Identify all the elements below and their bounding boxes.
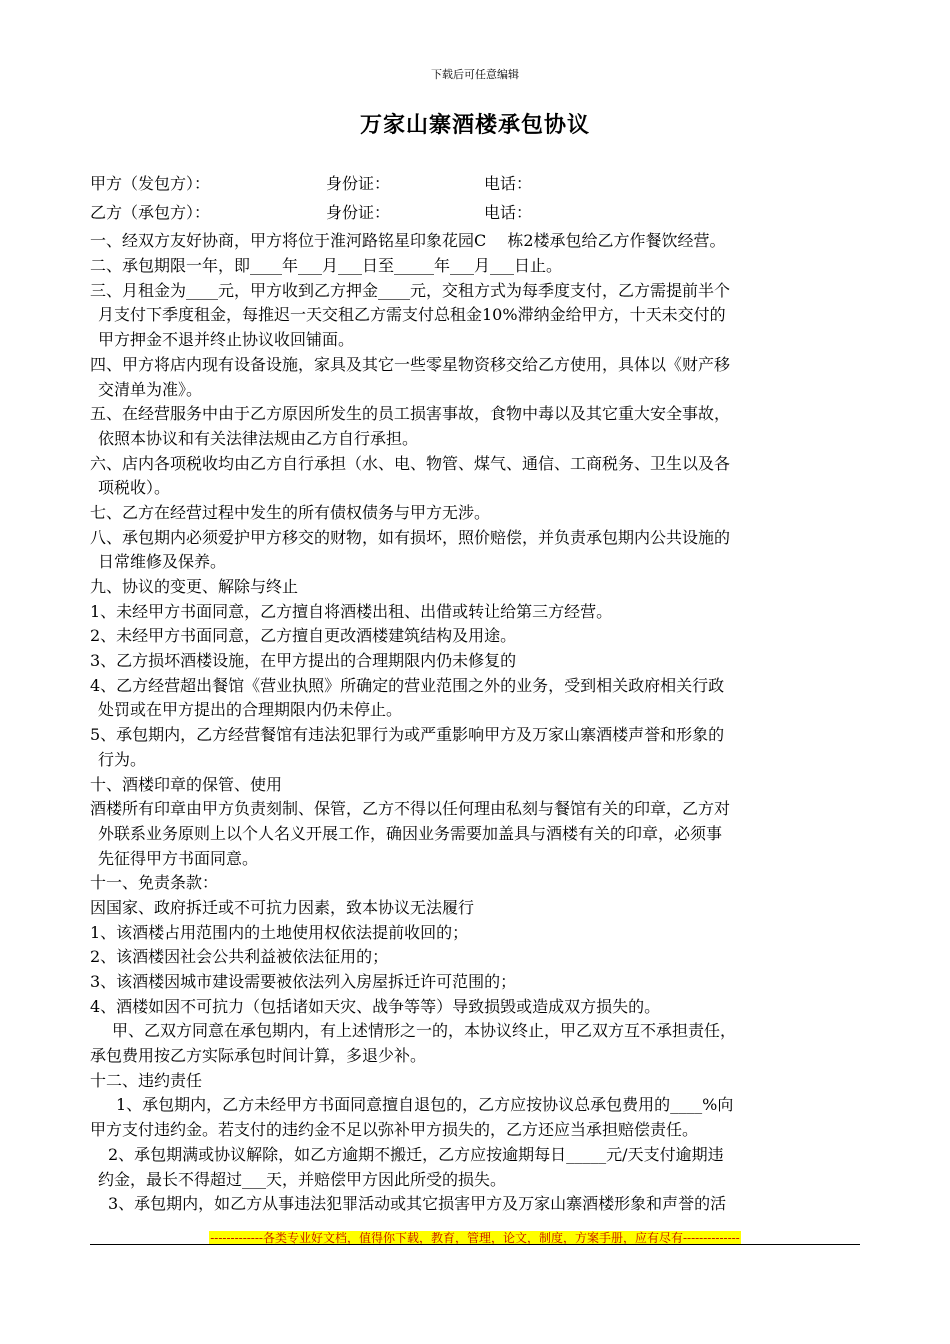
- clause-line: 四、甲方将店内现有设备设施，家具及其它一些零星物资移交给乙方使用，具体以《财产移: [90, 354, 731, 374]
- clause-line: 项税收）。: [98, 478, 171, 498]
- party-b-row: [90, 201, 532, 226]
- party-a-row: [90, 172, 532, 197]
- document-title: 万家山寨酒楼承包协议: [359, 112, 590, 138]
- clause-line: 因国家、政府拆迁或不可抗力因素，致本协议无法履行: [90, 897, 475, 917]
- clause-line: 三、月租金为____元，甲方收到乙方押金____元，交租方式为每季度支付，乙方需提前半个: [90, 280, 731, 300]
- clause-line: 甲方支付违约金。若支付的违约金不足以弥补甲方损失的，乙方还应当承担赔偿责任。: [90, 1120, 699, 1140]
- section-heading: 十一、免责条款：: [90, 873, 219, 893]
- clause-line: 七、乙方在经营过程中发生的所有债权债务与甲方无涉。: [90, 502, 491, 522]
- clause-line: 行为。: [98, 749, 147, 769]
- clause-line: 六、店内各项税收均由乙方自行承担（水、电、物管、煤气、通信、工商税务、卫生以及各: [90, 453, 731, 473]
- clause-line: 交清单为准》。: [98, 379, 203, 399]
- clause-line: 1、未经甲方书面同意，乙方擅自将酒楼出租、出借或转让给第三方经营。: [90, 601, 613, 621]
- clause-line: 4、酒楼如因不可抗力（包括诸如天灾、战争等等）导致损毁或造成双方损失的。: [90, 996, 661, 1016]
- clause-line: 5、承包期内，乙方经营餐馆有违法犯罪行为或严重影响甲方及万家山寨酒楼声誉和形象的: [90, 725, 725, 745]
- clause-line: 承包费用按乙方实际承包时间计算，多退少补。: [90, 1046, 427, 1066]
- clause-line: 3、乙方损坏酒楼设施，在甲方提出的合理期限内仍未修复的: [90, 651, 517, 671]
- clause-line: 约金，最长不得超过___天，并赔偿甲方因此所受的损失。: [98, 1169, 507, 1189]
- clause-line: 先征得甲方书面同意。: [98, 848, 259, 868]
- clause-line: 日常维修及保养。: [98, 552, 227, 572]
- clause-line: 外联系业务原则上以个人名义开展工作，确因业务需要加盖具与酒楼有关的印章，必须事: [98, 823, 723, 843]
- clause-line: 八、承包期内必须爱护甲方移交的财物，如有损坏，照价赔偿，并负责承包期内公共设施的: [90, 527, 731, 547]
- document-body: [90, 172, 860, 1217]
- clause-line: 月支付下季度租金，每推迟一天交租乙方需支付总租金10%滞纳金给甲方，十天未交付的: [98, 305, 726, 325]
- clause-line: 处罚或在甲方提出的合理期限内仍未停止。: [98, 700, 403, 720]
- clause-line: 甲、乙双方同意在承包期内，有上述情形之一的，本协议终止，甲乙双方互不承担责任，: [112, 1021, 737, 1041]
- party-b-role: 乙方（承包方）：: [90, 202, 211, 222]
- clause-line: 一、经双方友好协商，甲方将位于淮河路铭星印象花园C 栋2楼承包给乙方作餐饮经营。: [90, 231, 726, 251]
- clause-line: 依照本协议和有关法律法规由乙方自行承担。: [98, 428, 419, 448]
- header-note: 下载后可任意编辑: [431, 68, 519, 81]
- clause-line: 酒楼所有印章由甲方负责刻制、保管，乙方不得以任何理由私刻与餐馆有关的印章，乙方对: [90, 799, 731, 819]
- clause-line: 3、承包期内，如乙方从事违法犯罪活动或其它损害甲方及万家山寨酒楼形象和声誉的活: [108, 1194, 727, 1214]
- party-a-role: 甲方（发包方）：: [90, 174, 211, 193]
- clause-line: 甲方押金不退并终止协议收回铺面。: [98, 330, 355, 350]
- party-b-phone-label: 电话：: [484, 202, 533, 222]
- clause-line: 二、承包期限一年，即____年___月___日至_____年___月___日止。: [90, 256, 563, 276]
- section-heading: 十、酒楼印章的保管、使用: [90, 774, 283, 794]
- party-a-phone-label: 电话：: [484, 174, 533, 193]
- clause-line: 2、未经甲方书面同意，乙方擅自更改酒楼建筑结构及用途。: [90, 626, 517, 646]
- clause-line: 2、该酒楼因社会公共利益被依法征用的；: [90, 947, 389, 967]
- footer-banner-text: -------------各类专业好文档，值得你下载，教育，管理，论文，制度，方案手册，应有尽有--------------: [210, 1231, 740, 1245]
- party-b-id-label: 身份证：: [326, 202, 391, 222]
- clause-line: 五、在经营服务中由于乙方原因所发生的员工损害事故，食物中毒以及其它重大安全事故，: [90, 404, 731, 424]
- clause-line: 1、承包期内，乙方未经甲方书面同意擅自退包的，乙方应按协议总承包费用的____%向: [116, 1095, 734, 1115]
- party-a-id-label: 身份证：: [326, 174, 391, 193]
- section-heading: 九、协议的变更、解除与终止: [90, 577, 299, 596]
- clause-line: 3、该酒楼因城市建设需要被依法列入房屋拆迁许可范围的；: [90, 972, 517, 991]
- clause-line: 4、乙方经营超出餐馆《营业执照》所确定的营业范围之外的业务，受到相关政府相关行政: [90, 675, 725, 695]
- clause-line: 1、该酒楼占用范围内的土地使用权依法提前收回的；: [90, 922, 469, 942]
- footer-divider: [90, 1244, 860, 1245]
- clause-line: 2、承包期满或协议解除，如乙方逾期不搬迁，乙方应按逾期每日_____元/天支付逾期违: [108, 1144, 724, 1164]
- section-heading: 十二、违约责任: [90, 1070, 203, 1090]
